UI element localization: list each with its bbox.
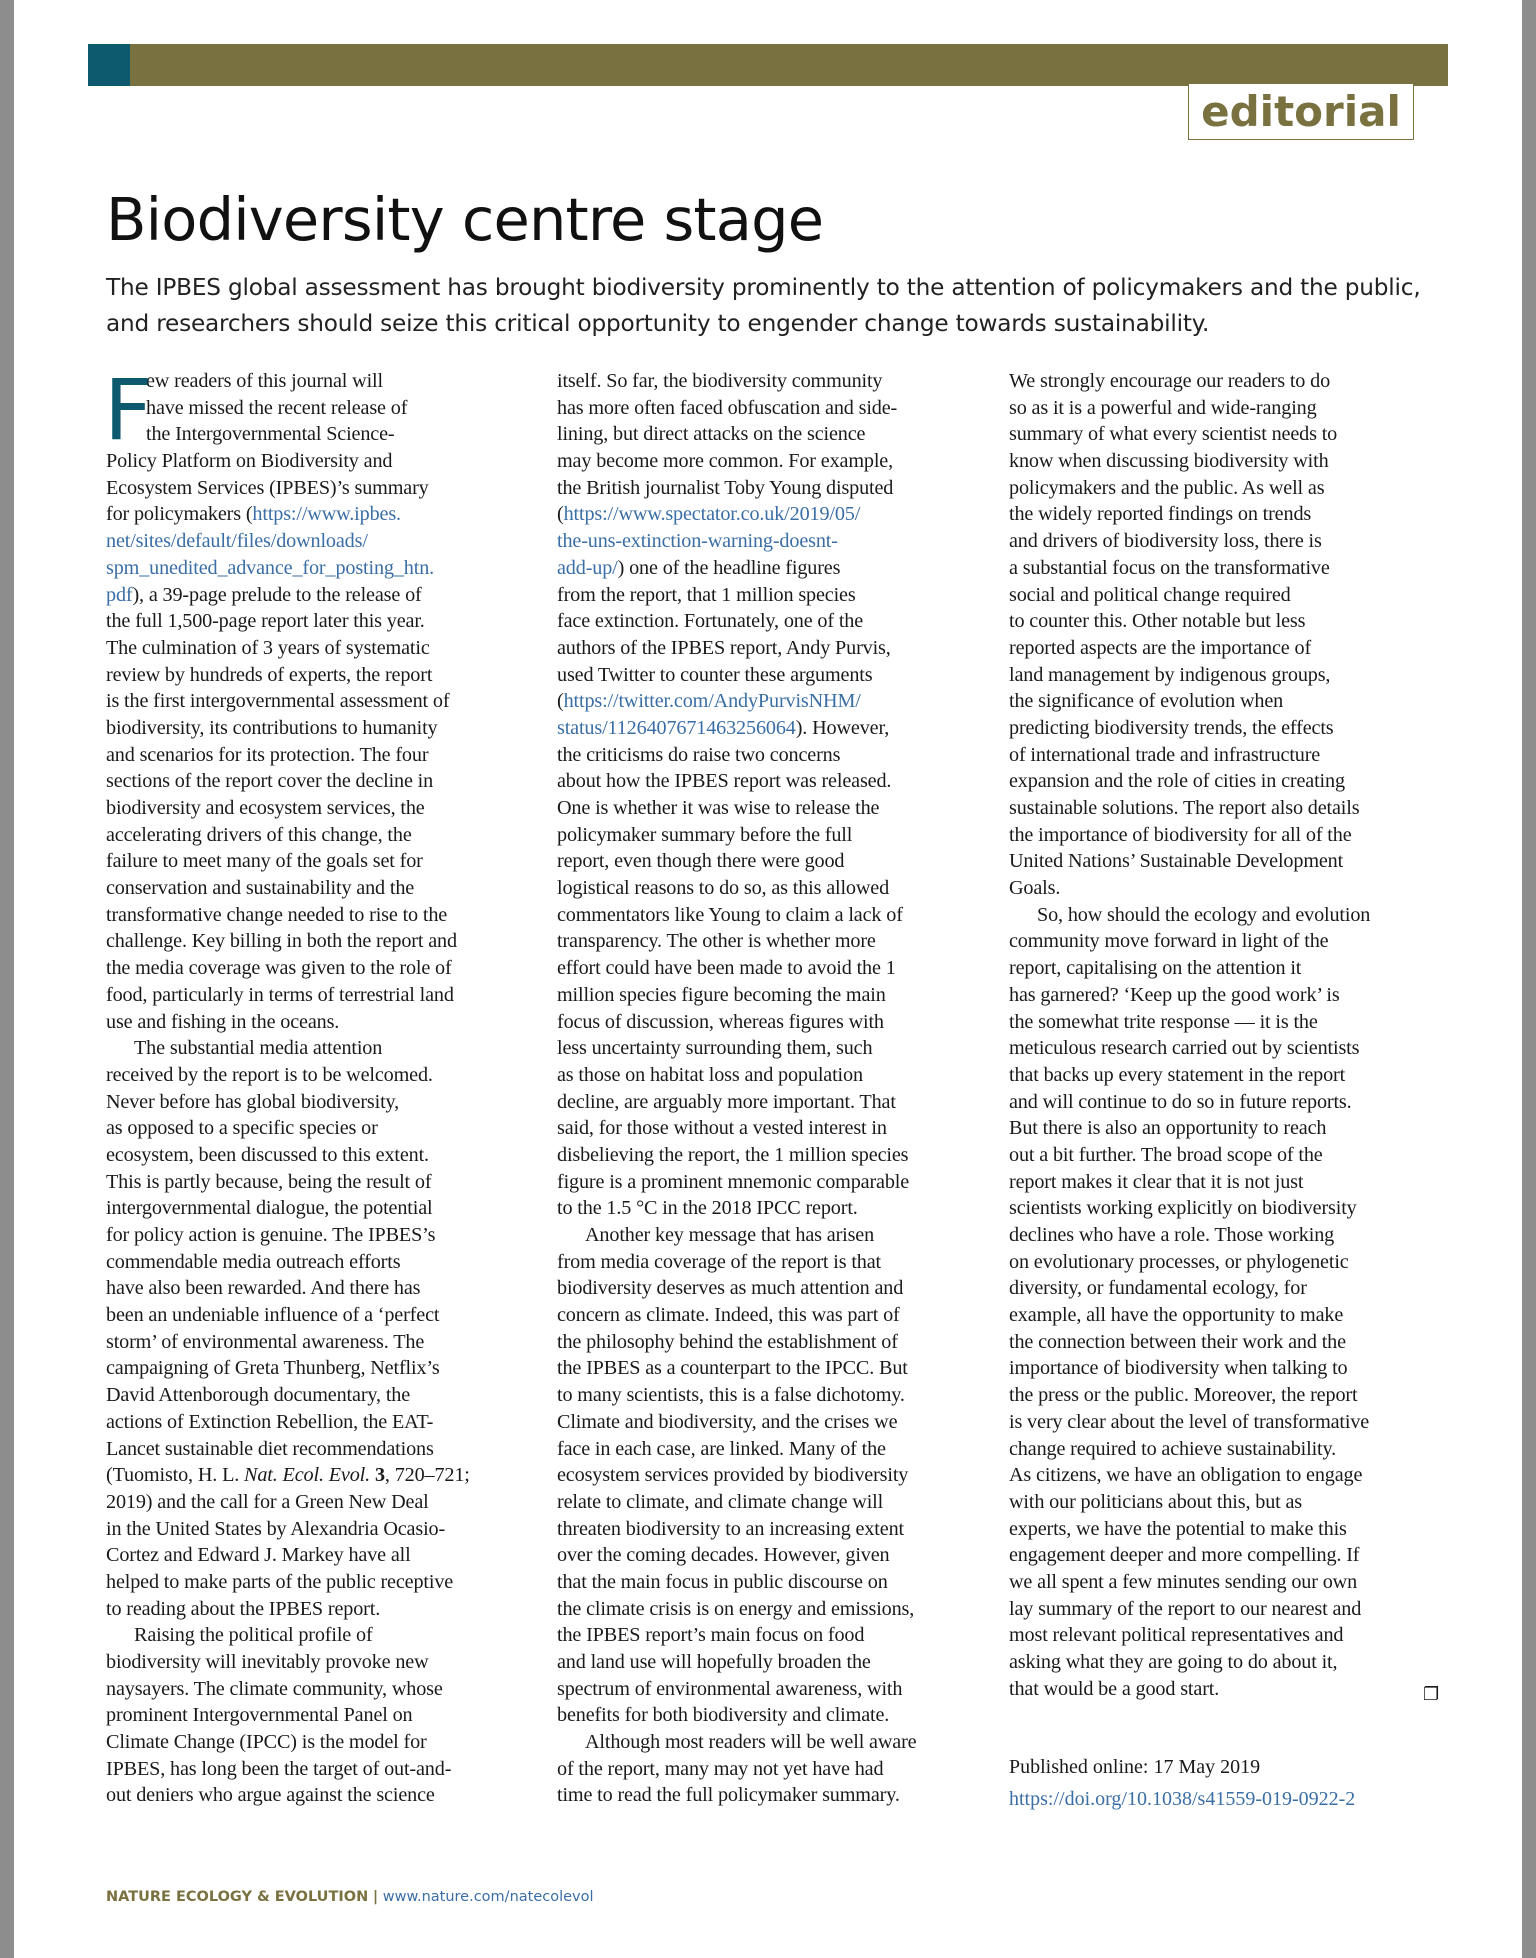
text-line: engagement deeper and more compelling. If xyxy=(1009,1544,1360,1567)
link-line[interactable]: spm_unedited_advance_for_posting_htn. xyxy=(106,556,435,579)
text-line: challenge. Key billing in both the report and xyxy=(106,930,457,953)
text-line: of the report, many may not yet have had xyxy=(557,1757,884,1780)
text-line: the somewhat trite response — it is the xyxy=(1009,1010,1318,1033)
inline-link[interactable]: https://twitter.com/AndyPurvisNHM/ xyxy=(563,690,861,713)
text-line: biodiversity, its contributions to humanity xyxy=(106,716,438,739)
text-line: that backs up every statement in the report xyxy=(1009,1063,1346,1086)
text-line: transformative change needed to rise to the xyxy=(106,903,448,926)
text-line: focus of discussion, whereas figures with xyxy=(557,1010,884,1033)
text-line: summary of what every scientist needs to xyxy=(1009,423,1338,446)
text-line: Cortez and Edward J. Markey have all xyxy=(106,1544,411,1567)
text-line: Policy Platform on Biodiversity and xyxy=(106,450,393,473)
text-line: is the first intergovernmental assessment of xyxy=(106,690,450,713)
text-line: that the main focus in public discourse on xyxy=(557,1570,888,1593)
text-line: Although most readers will be well aware xyxy=(585,1731,917,1754)
header-bar xyxy=(88,44,1448,86)
text-line: add-up/) one of the headline figures xyxy=(557,556,841,579)
text-line: the philosophy behind the establishment of xyxy=(557,1330,898,1353)
text-line: The substantial media attention xyxy=(134,1037,383,1060)
text-line: diversity, or fundamental ecology, for xyxy=(1009,1277,1307,1300)
text-line: been an undeniable influence of a ‘perfect xyxy=(106,1304,440,1327)
text-line: figure is a prominent mnemonic comparable xyxy=(557,1170,910,1193)
section-label: editorial xyxy=(1188,84,1414,140)
text-line: report, capitalising on the attention it xyxy=(1009,957,1302,980)
text-line: The culmination of 3 years of systematic xyxy=(106,636,430,659)
text-line: may become more common. For example, xyxy=(557,450,894,473)
text-line: Never before has global biodiversity, xyxy=(106,1090,400,1113)
text-line: (https://www.spectator.co.uk/2019/05/ xyxy=(557,503,861,526)
body-column-1 xyxy=(104,361,536,1809)
text-line: Climate Change (IPCC) is the model for xyxy=(106,1731,427,1754)
inline-link[interactable]: add-up/ xyxy=(557,556,618,579)
footer-separator: | xyxy=(372,1889,379,1905)
text-line: logistical reasons to do so, as this allowed xyxy=(557,877,890,900)
text-line: the widely reported findings on trends xyxy=(1009,503,1312,526)
text-line: to the 1.5 °C in the 2018 IPCC report. xyxy=(557,1197,858,1220)
text-line: and scenarios for its protection. The four xyxy=(106,743,429,766)
text-line: actions of Extinction Rebellion, the EAT- xyxy=(106,1410,434,1433)
text-line: itself. So far, the biodiversity community xyxy=(557,370,883,392)
text-line: relate to climate, and climate change will xyxy=(557,1490,884,1513)
text-line: reported aspects are the importance of xyxy=(1009,636,1312,659)
text-line: declines who have a role. Those working xyxy=(1009,1224,1335,1246)
article-title: Biodiversity centre stage xyxy=(106,185,824,254)
text-line: for policymakers (https://www.ipbes. xyxy=(106,503,401,526)
text-line: report, even though there were good xyxy=(557,850,845,873)
text-line: that would be a good start. xyxy=(1009,1677,1220,1700)
body-column-3 xyxy=(1009,368,1449,1702)
text-line: campaigning of Greta Thunberg, Netflix’s xyxy=(106,1357,440,1380)
text-line: report makes it clear that it is not just xyxy=(1009,1170,1304,1193)
text-line: from the report, that 1 million species xyxy=(557,583,856,606)
text-line: used Twitter to counter these arguments xyxy=(557,663,873,686)
inline-link[interactable]: https://www.ipbes. xyxy=(252,503,401,526)
text-line: and will continue to do so in future reports. xyxy=(1009,1090,1352,1113)
journal-name: NATURE ECOLOGY & EVOLUTION xyxy=(106,1889,369,1905)
text-line: the criticisms do raise two concerns xyxy=(557,743,841,766)
text-line: to reading about the IPBES report. xyxy=(106,1597,381,1620)
text-line: as those on habitat loss and population xyxy=(557,1063,863,1086)
text-line: 2019) and the call for a Green New Deal xyxy=(106,1490,429,1513)
text-line: Lancet sustainable diet recommendations xyxy=(106,1437,434,1460)
end-of-article-icon: ❐ xyxy=(1423,1684,1439,1704)
article-page xyxy=(14,0,1522,1958)
text-line: has garnered? ‘Keep up the good work’ is xyxy=(1009,983,1340,1006)
text-line: IPBES, has long been the target of out-and- xyxy=(106,1757,452,1780)
text-line: example, all have the opportunity to make xyxy=(1009,1304,1344,1327)
text-line: to counter this. Other notable but less xyxy=(1009,610,1306,633)
text-line: with our politicians about this, but as xyxy=(1009,1490,1303,1513)
text-line: prominent Intergovernmental Panel on xyxy=(106,1704,413,1727)
text-line: review by hundreds of experts, the report xyxy=(106,663,433,686)
text-line: less uncertainty surrounding them, such xyxy=(557,1037,873,1060)
text-line: the importance of biodiversity for all of the xyxy=(1009,823,1352,846)
text-line: Goals. xyxy=(1009,877,1061,900)
text-line: in the United States by Alexandria Ocasio- xyxy=(106,1517,446,1540)
text-line: naysayers. The climate community, whose xyxy=(106,1677,443,1700)
text-line: threaten biodiversity to an increasing extent xyxy=(557,1517,904,1540)
text-line: face extinction. Fortunately, one of the xyxy=(557,610,864,633)
text-line: Another key message that has arisen xyxy=(585,1224,875,1246)
inline-link[interactable]: https://www.spectator.co.uk/2019/05/ xyxy=(563,503,861,526)
text-line: commentators like Young to claim a lack of xyxy=(557,903,903,926)
text-line: the British journalist Toby Young disputed xyxy=(557,476,894,499)
text-line: from media coverage of the report is that xyxy=(557,1250,882,1273)
text-line: asking what they are going to do about it, xyxy=(1009,1651,1338,1673)
text-line: have also been rewarded. And there has xyxy=(106,1277,421,1300)
text-line: out deniers who argue against the science xyxy=(106,1784,435,1807)
text-line: said, for those without a vested interest in xyxy=(557,1117,887,1140)
text-line: for policy action is genuine. The IPBES’s xyxy=(106,1224,436,1246)
text-line: Climate and biodiversity, and the crises we xyxy=(557,1410,898,1433)
text-line: the press or the public. Moreover, the report xyxy=(1009,1384,1358,1407)
text-line: land management by indigenous groups, xyxy=(1009,663,1331,686)
text-line: is very clear about the level of transformative xyxy=(1009,1410,1370,1433)
text-line: biodiversity will inevitably provoke new xyxy=(106,1651,429,1673)
inline-link[interactable]: status/1126407671463256064 xyxy=(557,716,796,739)
text-line: on evolutionary processes, or phylogenetic xyxy=(1009,1250,1349,1273)
text-line: (https://twitter.com/AndyPurvisNHM/ xyxy=(557,690,861,713)
text-line: We strongly encourage our readers to do xyxy=(1009,370,1331,392)
text-line: pdf), a 39-page prelude to the release of xyxy=(106,583,422,606)
text-line: policymakers and the public. As well as xyxy=(1009,476,1325,499)
text-line: as opposed to a specific species or xyxy=(106,1117,378,1140)
text-line: a substantial focus on the transformative xyxy=(1009,556,1330,579)
text-line: benefits for both biodiversity and climate. xyxy=(557,1704,890,1727)
text-line: the Intergovernmental Science- xyxy=(146,423,395,446)
text-line: change required to achieve sustainability. xyxy=(1009,1437,1337,1460)
doi-link[interactable]: https://doi.org/10.1038/s41559-019-0922-2 xyxy=(1009,1788,1356,1810)
text-line: lay summary of the report to our nearest and xyxy=(1009,1597,1362,1620)
text-line: Raising the political profile of xyxy=(134,1624,373,1647)
text-line: sections of the report cover the decline in xyxy=(106,770,434,793)
text-line: storm’ of environmental awareness. The xyxy=(106,1330,425,1353)
text-line: effort could have been made to avoid the 1 xyxy=(557,957,896,980)
text-line: the connection between their work and the xyxy=(1009,1330,1346,1353)
text-line: helped to make parts of the public receptive xyxy=(106,1570,454,1593)
text-line: biodiversity deserves as much attention and xyxy=(557,1277,904,1300)
text-line: commendable media outreach efforts xyxy=(106,1250,401,1273)
link-line[interactable]: the-uns-extinction-warning-doesnt- xyxy=(557,530,838,553)
text-line: community move forward in light of the xyxy=(1009,930,1329,953)
text-line: disbelieving the report, the 1 million species xyxy=(557,1143,909,1166)
volume-number: 3 xyxy=(374,1464,385,1487)
text-line: million species figure becoming the main xyxy=(557,983,886,1006)
text-line: have missed the recent release of xyxy=(146,396,408,419)
page-footer xyxy=(106,1887,594,1907)
text-line: so as it is a powerful and wide-ranging xyxy=(1009,396,1317,419)
text-line: predicting biodiversity trends, the effects xyxy=(1009,716,1334,739)
text-line: scientists working explicitly on biodiversity xyxy=(1009,1197,1357,1220)
text-line: But there is also an opportunity to reach xyxy=(1009,1117,1327,1140)
text-line: of international trade and infrastructure xyxy=(1009,743,1321,766)
text-line: about how the IPBES report was released. xyxy=(557,770,892,793)
text-line: expansion and the role of cities in creating xyxy=(1009,770,1345,793)
text-line: time to read the full policymaker summary. xyxy=(557,1784,900,1807)
text-line: meticulous research carried out by scientists xyxy=(1009,1037,1360,1060)
text-line: decline, are arguably more important. That xyxy=(557,1090,896,1113)
link-line[interactable]: net/sites/default/files/downloads/ xyxy=(106,530,368,553)
text-line: transparency. The other is whether more xyxy=(557,930,876,953)
text-line: ew readers of this journal will xyxy=(146,370,383,392)
text-line: intergovernmental dialogue, the potential xyxy=(106,1197,433,1220)
text-line: authors of the IPBES report, Andy Purvis, xyxy=(557,636,891,659)
text-line: food, particularly in terms of terrestrial land xyxy=(106,983,454,1006)
text-line: over the coming decades. However, given xyxy=(557,1544,890,1567)
text-line: the media coverage was given to the role of xyxy=(106,957,452,980)
journal-url-link[interactable]: www.nature.com/natecolevol xyxy=(382,1889,594,1905)
text-line: sustainable solutions. The report also details xyxy=(1009,797,1360,819)
text-line: status/1126407671463256064). However, xyxy=(557,716,890,739)
text-line: So, how should the ecology and evolution xyxy=(1037,903,1371,926)
text-line: concern as climate. Indeed, this was part of xyxy=(557,1304,900,1327)
journal-citation: Nat. Ecol. Evol. xyxy=(244,1464,371,1487)
text-line: out a bit further. The broad scope of the xyxy=(1009,1143,1323,1166)
text-line: experts, we have the potential to make this xyxy=(1009,1517,1347,1540)
text-line: policymaker summary before the full xyxy=(557,823,853,846)
article-standfirst: The IPBES global assessment has brought biodiversity prominently to the attention of policymakers and the public, and researchers should seize this critical opportunity to engender change towards sustainability. xyxy=(106,274,1421,337)
text-line: Ecosystem Services (IPBES)’s summary xyxy=(106,476,429,499)
text-line: biodiversity and ecosystem services, the xyxy=(106,797,425,819)
drop-cap: F xyxy=(104,361,153,459)
text-line: we all spent a few minutes sending our own xyxy=(1009,1570,1358,1593)
text-line: ecosystem, been discussed to this extent. xyxy=(106,1143,429,1166)
text-line: face in each case, are linked. Many of the xyxy=(557,1437,886,1460)
text-line: David Attenborough documentary, the xyxy=(106,1384,411,1407)
text-line: has more often faced obfuscation and side- xyxy=(557,396,898,419)
text-line: conservation and sustainability and the xyxy=(106,877,415,900)
text-line: social and political change required xyxy=(1009,583,1291,606)
text-line: One is whether it was wise to release the xyxy=(557,797,880,819)
text-line: and land use will hopefully broaden the xyxy=(557,1651,871,1673)
text-line: As citizens, we have an obligation to engage xyxy=(1009,1464,1363,1487)
text-line: ecosystem services provided by biodiversity xyxy=(557,1464,909,1487)
text-line: to many scientists, this is a false dichotomy. xyxy=(557,1384,905,1407)
text-line: use and fishing in the oceans. xyxy=(106,1010,340,1033)
text-line: This is partly because, being the result of xyxy=(106,1170,432,1193)
header-accent-square xyxy=(88,44,130,86)
text-line: the significance of evolution when xyxy=(1009,690,1284,713)
text-line: lining, but direct attacks on the science xyxy=(557,423,866,446)
text-line: the IPBES report’s main focus on food xyxy=(557,1624,865,1647)
inline-link[interactable]: pdf xyxy=(106,583,133,606)
text-line: failure to meet many of the goals set for xyxy=(106,850,423,873)
body-column-2 xyxy=(557,368,997,1809)
text-line: the full 1,500-page report later this year. xyxy=(106,610,425,633)
text-line: spectrum of environmental awareness, with xyxy=(557,1677,903,1700)
text-line: the climate crisis is on energy and emissions, xyxy=(557,1597,915,1620)
text-line: the IPBES as a counterpart to the IPCC. But xyxy=(557,1357,908,1380)
text-line: importance of biodiversity when talking to xyxy=(1009,1357,1348,1380)
text-line: accelerating drivers of this change, the xyxy=(106,823,412,846)
text-line: and drivers of biodiversity loss, there is xyxy=(1009,530,1322,553)
text-line: received by the report is to be welcomed. xyxy=(106,1063,433,1086)
text-line: know when discussing biodiversity with xyxy=(1009,450,1329,473)
text-line: (Tuomisto, H. L. Nat. Ecol. Evol. 3, 720–721; xyxy=(106,1464,470,1487)
text-line: most relevant political representatives and xyxy=(1009,1624,1344,1647)
text-line: United Nations’ Sustainable Development xyxy=(1009,850,1344,873)
published-date: Published online: 17 May 2019 xyxy=(1009,1756,1261,1778)
